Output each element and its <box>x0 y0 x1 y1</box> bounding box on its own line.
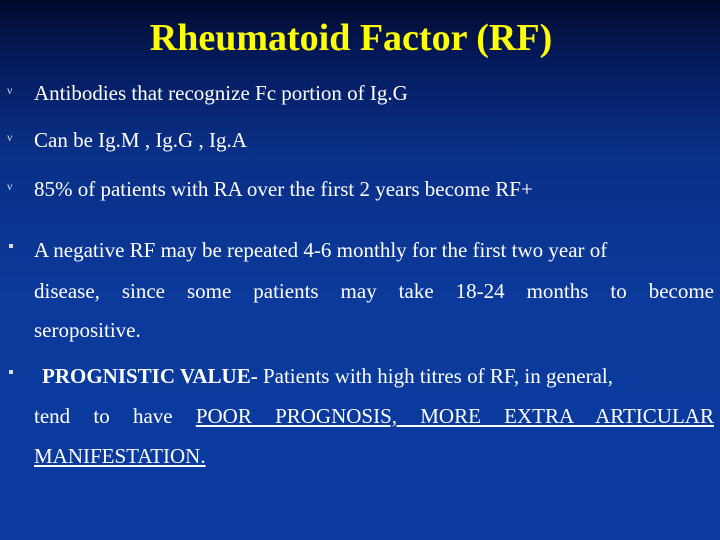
underlined-text: MANIFESTATION. <box>34 444 206 468</box>
note-text: Patients with high titres of RF, in general, <box>257 364 613 388</box>
square-bullet-icon <box>9 370 13 374</box>
note-line: seropositive. <box>34 318 141 342</box>
bullet-icon: ν <box>7 83 13 97</box>
square-bullet-icon <box>9 244 13 248</box>
note-line <box>42 362 613 390</box>
bullet-icon: ν <box>7 130 13 144</box>
prognostic-label: PROGNISTIC VALUE- <box>42 364 258 388</box>
note-line: A negative RF may be repeated 4-6 monthly for the first two year of <box>34 238 608 262</box>
note-line: disease, since some patients may take 18-24 months to become <box>34 279 714 303</box>
underlined-text: POOR PROGNOSIS, MORE EXTRA ARTICULAR <box>195 404 714 428</box>
slide-title: Rheumatoid Factor (RF) <box>149 17 553 59</box>
list-item-text: Can be Ig.M , Ig.G , Ig.A <box>34 128 247 152</box>
note-line <box>34 402 714 430</box>
list-item-text: Antibodies that recognize Fc portion of Ig.G <box>34 81 408 105</box>
list-item-text: 85% of patients with RA over the first 2 years become RF+ <box>34 177 533 201</box>
bullet-icon: ν <box>7 179 13 193</box>
note-text: tend to have <box>34 404 196 428</box>
